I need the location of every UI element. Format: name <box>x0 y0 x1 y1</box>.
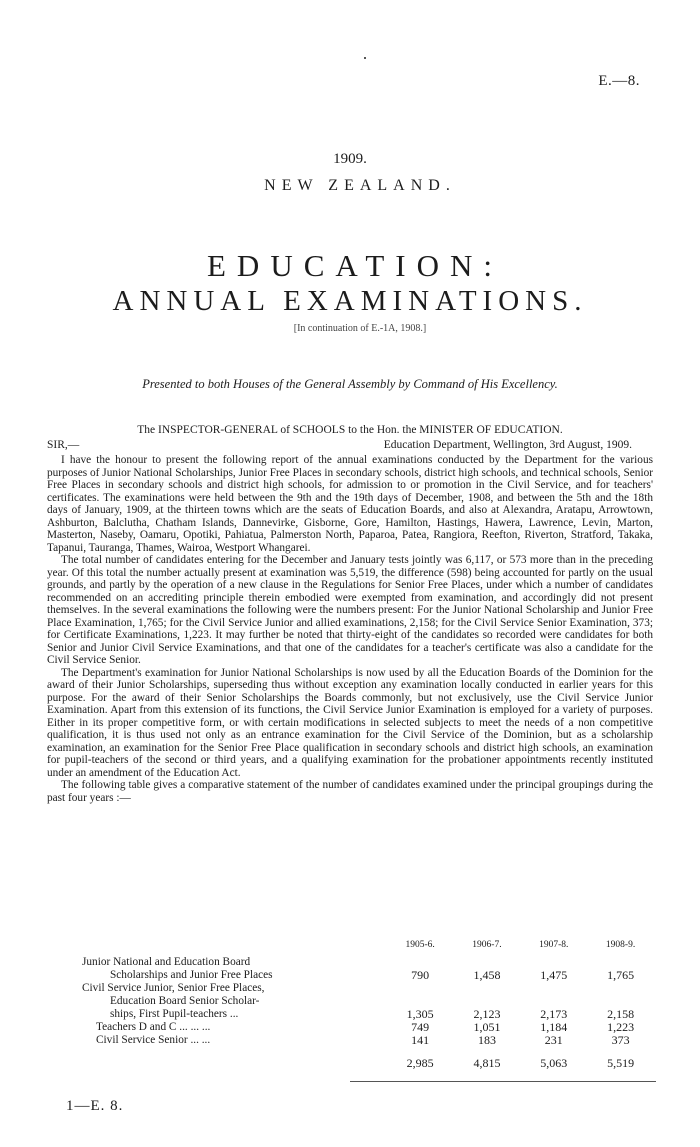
table-row <box>82 1034 654 1047</box>
table-cell: 1,475 <box>540 968 568 982</box>
total-label-cell <box>82 1047 387 1070</box>
table-header-row <box>82 940 654 956</box>
table-cell: 141 <box>411 1033 430 1047</box>
table-cell: 1,765 <box>607 968 635 982</box>
row-label-line: Civil Service Junior, Senior Free Places, <box>82 982 265 994</box>
document-reference: E.—8. <box>598 73 640 89</box>
row-label <box>82 1034 387 1047</box>
title-line-1: EDUCATION: <box>207 248 503 283</box>
total-cell: 5,063 <box>540 1056 568 1070</box>
table-cell: 2,158 <box>607 1007 635 1021</box>
table-cell: 183 <box>477 1033 496 1047</box>
total-cell: 2,985 <box>406 1056 434 1070</box>
table-cell: 1,184 <box>540 1020 568 1034</box>
row-label-line: Education Board Senior Scholar- <box>110 995 260 1007</box>
table-cell: 2,173 <box>540 1007 568 1021</box>
table-row <box>82 982 654 1021</box>
document-year: 1909. <box>333 151 367 167</box>
col-header: 1906-7. <box>472 940 502 950</box>
paragraph-4: The following table gives a comparative statement of the number of candidates examined under the principal groupings during the past four years :— <box>47 779 653 804</box>
row-label-line: Scholarships and Junior Free Places <box>110 969 273 981</box>
print-speck <box>364 57 366 59</box>
table-row <box>82 956 654 982</box>
table-cell: 2,123 <box>473 1007 501 1021</box>
letter-salutation: SIR,— <box>47 439 80 451</box>
presented-line: Presented to both Houses of the General Assembly by Command of His Excellency. <box>142 377 558 391</box>
row-label-line: Civil Service Senior ... ... <box>96 1034 211 1046</box>
letter-body <box>47 454 653 804</box>
label-header <box>82 940 387 956</box>
totals-rule <box>350 1081 656 1082</box>
row-label-line: Teachers D and C ... ... ... <box>96 1021 211 1033</box>
letter-dateline: Education Department, Wellington, 3rd August, 1909. <box>383 439 632 451</box>
row-label <box>82 982 387 1021</box>
row-label <box>82 1021 387 1034</box>
table-cell: 373 <box>611 1033 630 1047</box>
table-cell: 1,305 <box>406 1007 434 1021</box>
table-cell: 1,458 <box>473 968 501 982</box>
continuation-note: [In continuation of E.-1A, 1908.] <box>293 323 427 334</box>
table-cell: 1,223 <box>607 1020 635 1034</box>
total-cell: 4,815 <box>473 1056 501 1070</box>
row-label-line: Junior National and Education Board <box>82 956 251 968</box>
paragraph-1: I have the honour to present the following report of the annual examinations conducted by the Department for the various purposes of Junior National Scholarships, Junior Free Places in secondary schools, district high schools, and technical schools, Senior Free Places in secondary schools and district high schools, for admission to or promotion in the Civil Service, and for teachers' certificates. The examinations were held between the 9th and the 19th days of December, 1908, and between the 5th and the 18th days of January, 1909, at the thirteen towns which are the seats of Education Boards, and also at Alexandra, Aratapu, Arrowtown, Ashburton, Balclutha, Chatham Islands, Dannevirke, Gisborne, Gore, Hamilton, Hastings, Hawera, Lawrence, Levin, Marton, Masterton, Naseby, Oamaru, Opotiki, Pahiatua, Palmerston North, Paparoa, Patea, Rangiora, Reefton, Riverton, Stratford, Takaka, Tapanui, Tauranga, Thames, Wairoa, Westport Whangarei. <box>47 454 653 554</box>
table-total-row <box>82 1047 654 1070</box>
row-label <box>82 956 387 982</box>
country-heading: NEW ZEALAND. <box>264 177 456 194</box>
col-header: 1908-9. <box>605 940 636 950</box>
table-cell: 749 <box>411 1020 430 1034</box>
col-header: 1907-8. <box>539 940 569 950</box>
row-label-line: ships, First Pupil-teachers ... <box>110 1008 239 1020</box>
table-cell: 1,051 <box>473 1020 501 1034</box>
paragraph-2: The total number of candidates entering for the December and January tests jointly was 6,117, or 573 more than in the preceding year. Of this total the number actually present at examination was 5,519, the difference (598) being accounted for partly on the usual grounds, and partly by the operation of a new clause in the Regulations for Senior Free Places, under which a number of candidates recommended on an accrediting principle therein embodied were exempted from examination, and accordingly did not present themselves. In the several examinations the following were the numbers present: For the Junior National Scholarship and Junior Free Place Examination, 1,765; for the Civil Service Junior and allied examinations, 2,158; for the Civil Service Senior Examination, 373; for Certificate Examinations, 1,223. It may further be noted that thirty-eight of the candidates so recorded were candidates for both Senior and Junior Civil Service Examinations, and that one of the candidates for a teacher's certificate was also a candidate for the Civil Service Senior. <box>47 554 653 666</box>
paragraph-3: The Department's examination for Junior National Scholarships is now used by all the Education Boards of the Dominion for the award of their Junior Scholarships, superseding thus without exception any examination locally conducted in earlier years for this purpose. For the award of their Senior Scholarships the Boards commonly, but not exclusively, use the Civil Service Junior Examination. Apart from this extension of its functions, the Civil Service Junior Examination is employed for a variety of purposes. Either in its proper competitive form, or with certain modifications in selected subjects to meet the needs of a non competitive qualification, it is thus used not only as an entrance examination for the Civil Service of the Dominion, but as a scholarship examination, an examination for the Senior Free Place qualification in secondary schools and district high schools, an examination for pupil-teachers of the second or third years, and a qualifying examination for the probationer appointments recently instituted under an amendment of the Education Act. <box>47 666 653 779</box>
col-header: 1905-6. <box>405 940 435 950</box>
letter-heading: The INSPECTOR-GENERAL of SCHOOLS to the Hon. the MINISTER OF EDUCATION. <box>137 424 563 436</box>
title-line-2: ANNUAL EXAMINATIONS. <box>112 285 588 317</box>
table-cell: 231 <box>544 1033 563 1047</box>
table-cell: 790 <box>411 968 430 982</box>
signature-mark: 1—E. 8. <box>66 1098 124 1114</box>
candidates-table <box>82 940 654 1070</box>
total-cell: 5,519 <box>607 1056 635 1070</box>
table-row <box>82 1021 654 1034</box>
